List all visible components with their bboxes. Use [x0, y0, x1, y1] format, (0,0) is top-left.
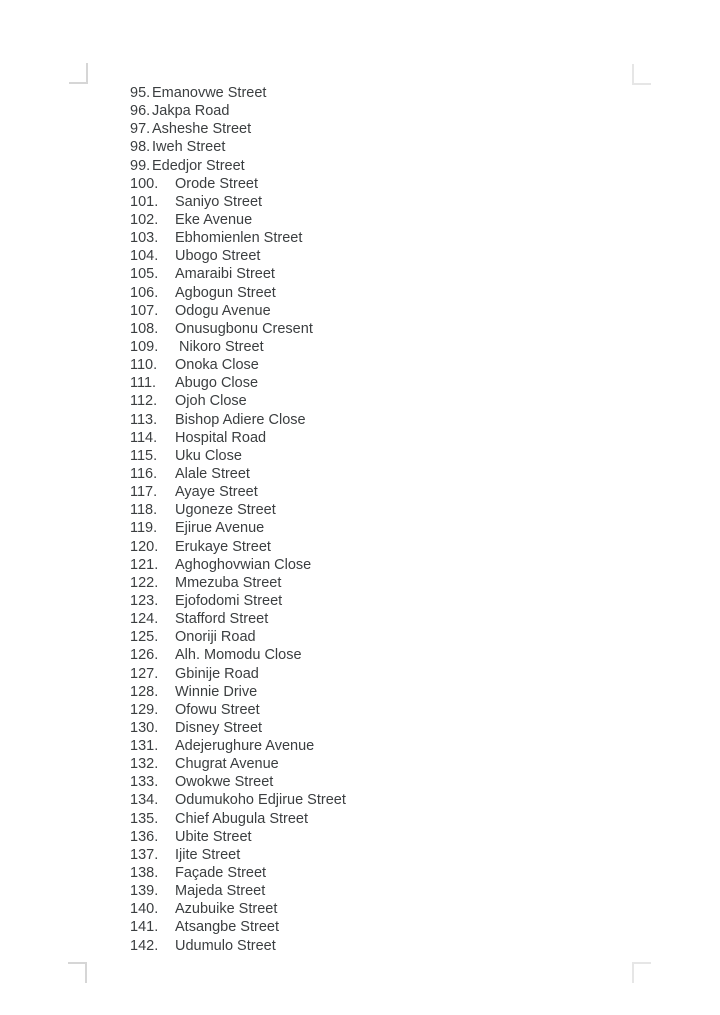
list-item-number: 96.	[130, 103, 151, 120]
list-item-text: Onusugbonu Cresent	[175, 320, 313, 337]
list-item	[130, 157, 610, 175]
list-item	[130, 737, 610, 755]
list-item-text: Ededjor Street	[152, 157, 245, 174]
crop-mark-bottom-right	[632, 962, 651, 983]
list-item-text: Gbinije Road	[175, 665, 259, 682]
list-item	[130, 556, 610, 574]
list-item-number: 129.	[130, 701, 159, 718]
list-item-text: Mmezuba Street	[175, 574, 282, 591]
list-item-number: 133.	[130, 774, 159, 791]
list-item-number: 124.	[130, 611, 159, 628]
list-item-text: Atsangbe Street	[175, 919, 279, 936]
list-item	[130, 501, 610, 519]
list-item-number: 128.	[130, 683, 159, 700]
list-item	[130, 193, 610, 211]
list-item-number: 123.	[130, 592, 159, 609]
list-item	[130, 320, 610, 338]
list-item-text: Eke Avenue	[175, 211, 253, 228]
list-item-number: 109.	[130, 338, 159, 355]
list-item-number: 137.	[130, 846, 159, 863]
list-item	[130, 265, 610, 283]
list-item-number: 114.	[130, 429, 158, 446]
list-item	[130, 683, 610, 701]
list-item	[130, 284, 610, 302]
list-item-number: 110.	[130, 357, 158, 374]
list-item	[130, 592, 610, 610]
list-item-text: Jakpa Road	[152, 103, 230, 120]
crop-mark-bottom-left	[68, 962, 87, 983]
list-item	[130, 900, 610, 918]
list-item	[130, 302, 610, 320]
list-item	[130, 628, 610, 646]
list-item-text: Uku Close	[175, 447, 242, 464]
list-item-number: 100.	[130, 175, 159, 192]
list-item-number: 142.	[130, 937, 159, 954]
list-item-text: Hospital Road	[175, 429, 267, 446]
list-item-number: 118.	[130, 502, 158, 519]
list-item-number: 136.	[130, 828, 159, 845]
list-item	[130, 392, 610, 410]
list-item-text: Iweh Street	[152, 139, 226, 156]
list-item	[130, 429, 610, 447]
list-item-text: Abugo Close	[175, 375, 259, 392]
list-item-text: Onoka Close	[175, 357, 259, 374]
list-item	[130, 247, 610, 265]
list-item-number: 99.	[130, 157, 151, 174]
list-item-text: Winnie Drive	[175, 683, 258, 700]
list-item-text: Udumulo Street	[175, 937, 276, 954]
list-item	[130, 465, 610, 483]
list-item	[130, 918, 610, 936]
list-item-number: 130.	[130, 719, 159, 736]
list-item-text: Majeda Street	[175, 883, 266, 900]
list-item-text: Owokwe Street	[175, 774, 274, 791]
list-item-text: Stafford Street	[175, 611, 269, 628]
list-item-text: Ijite Street	[175, 846, 241, 863]
list-item	[130, 211, 610, 229]
list-item	[130, 665, 610, 683]
list-item	[130, 701, 610, 719]
street-list	[130, 84, 610, 955]
list-item-text: Chief Abugula Street	[175, 810, 309, 827]
list-item-number: 127.	[130, 665, 159, 682]
list-item-text: Bishop Adiere Close	[175, 411, 306, 428]
list-item-text: Nikoro Street	[175, 338, 264, 355]
list-item-text: Alh. Momodu Close	[175, 647, 302, 664]
list-item-number: 131.	[130, 738, 159, 755]
list-item-number: 111.	[130, 375, 157, 392]
list-item-number: 113.	[130, 411, 158, 428]
list-item	[130, 810, 610, 828]
list-item	[130, 882, 610, 900]
list-item-number: 108.	[130, 320, 159, 337]
list-item-number: 119.	[130, 520, 158, 537]
list-item-text: Alale Street	[175, 465, 250, 482]
list-item-text: Ayaye Street	[175, 484, 258, 501]
list-item-number: 132.	[130, 756, 159, 773]
list-item-number: 117.	[130, 484, 158, 501]
list-item-number: 121.	[130, 556, 159, 573]
list-item	[130, 773, 610, 791]
crop-mark-top-right	[632, 64, 651, 85]
list-item-text: Aghoghovwian Close	[175, 556, 312, 573]
list-item-number: 115.	[130, 447, 158, 464]
list-item-number: 134.	[130, 792, 159, 809]
list-item-text: Ubite Street	[175, 828, 252, 845]
list-item	[130, 646, 610, 664]
list-item-number: 103.	[130, 230, 159, 247]
list-item-text: Façade Street	[175, 865, 267, 882]
list-item-text: Erukaye Street	[175, 538, 271, 555]
list-item	[130, 175, 610, 193]
list-item-text: Ugoneze Street	[175, 502, 276, 519]
crop-mark-top-left	[69, 63, 88, 84]
list-item	[130, 374, 610, 392]
list-item	[130, 828, 610, 846]
list-item-number: 95.	[130, 85, 151, 101]
list-item	[130, 538, 610, 556]
list-item-text: Adejerughure Avenue	[175, 738, 315, 755]
list-item	[130, 719, 610, 737]
list-item-number: 140.	[130, 901, 159, 918]
list-item-number: 139.	[130, 883, 159, 900]
list-item-text: Emanovwe Street	[152, 85, 267, 101]
list-item	[130, 229, 610, 247]
list-item	[130, 791, 610, 809]
list-item	[130, 84, 610, 102]
list-item-text: Amaraibi Street	[175, 266, 275, 283]
list-item-number: 105.	[130, 266, 159, 283]
list-item-number: 101.	[130, 193, 159, 210]
list-item-text: Ejirue Avenue	[175, 520, 265, 537]
list-item-text: Asheshe Street	[152, 121, 252, 138]
list-item-number: 120.	[130, 538, 159, 555]
list-item	[130, 356, 610, 374]
list-item	[130, 447, 610, 465]
list-item-number: 126.	[130, 647, 159, 664]
list-item	[130, 483, 610, 501]
list-item	[130, 864, 610, 882]
list-item-number: 141.	[130, 919, 159, 936]
list-item	[130, 937, 610, 955]
list-item	[130, 138, 610, 156]
list-item-text: Agbogun Street	[175, 284, 276, 301]
list-item	[130, 574, 610, 592]
list-item-text: Odumukoho Edjirue Street	[175, 792, 346, 809]
list-item-text: Odogu Avenue	[175, 302, 271, 319]
list-item-number: 107.	[130, 302, 159, 319]
list-item	[130, 411, 610, 429]
list-item	[130, 102, 610, 120]
list-item-number: 106.	[130, 284, 159, 301]
list-item-text: Ofowu Street	[175, 701, 260, 718]
list-item-text: Ojoh Close	[175, 393, 247, 410]
list-item-number: 125.	[130, 629, 159, 646]
list-item-text: Ejofodomi Street	[175, 592, 283, 609]
list-item-number: 135.	[130, 810, 159, 827]
list-item	[130, 519, 610, 537]
list-item-text: Ubogo Street	[175, 248, 261, 265]
list-item	[130, 338, 610, 356]
list-item	[130, 610, 610, 628]
list-item-text: Disney Street	[175, 719, 263, 736]
list-item-number: 138.	[130, 865, 159, 882]
list-item-number: 97.	[130, 121, 151, 138]
list-item-text: Ebhomienlen Street	[175, 230, 303, 247]
list-item-text: Azubuike Street	[175, 901, 278, 918]
list-item-number: 102.	[130, 211, 159, 228]
list-item-number: 116.	[130, 465, 158, 482]
list-item-number: 112.	[130, 393, 158, 410]
list-item-text: Chugrat Avenue	[175, 756, 279, 773]
list-item-text: Onoriji Road	[175, 629, 256, 646]
list-item	[130, 755, 610, 773]
list-item-number: 122.	[130, 574, 159, 591]
list-item-number: 104.	[130, 248, 159, 265]
list-item-text: Saniyo Street	[175, 193, 263, 210]
list-item	[130, 846, 610, 864]
list-item	[130, 120, 610, 138]
list-item-number: 98.	[130, 139, 151, 156]
list-item-text: Orode Street	[175, 175, 259, 192]
